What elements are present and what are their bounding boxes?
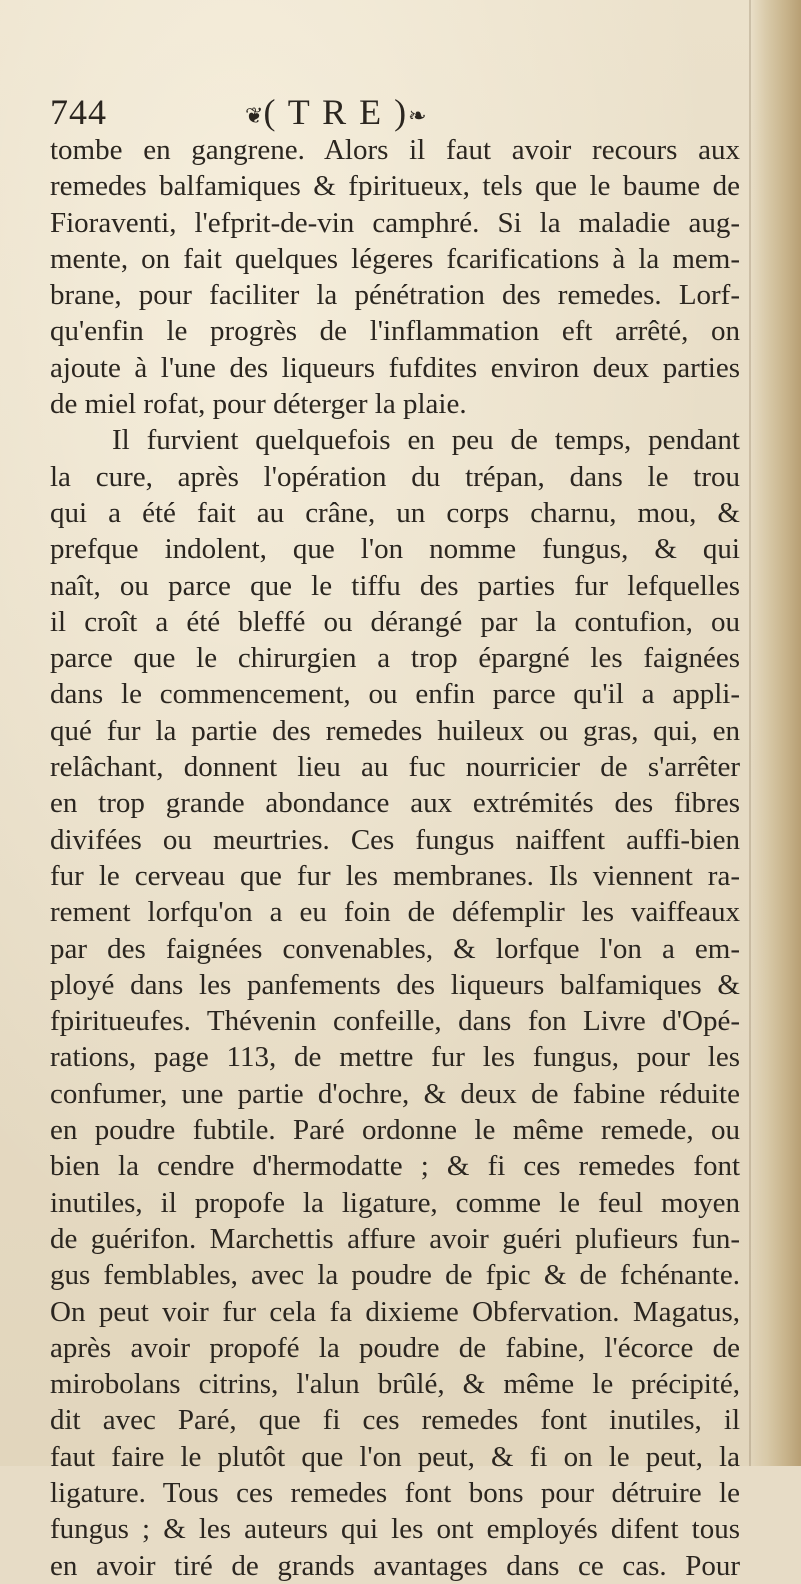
text-line: Fioraventi, l'efprit-de-vin camphré. Si la maladie aug-: [50, 206, 740, 239]
text-line: parce que le chirurgien a trop épargné les faignées: [50, 642, 740, 675]
running-head: [245, 90, 427, 138]
fleuron-left-icon: ❦: [245, 102, 264, 128]
text-line: qui a été fait au crâne, un corps charnu, mou, &: [50, 496, 740, 529]
text-line: faut faire le plutôt que l'on peut, & fi on le peut, la: [50, 1440, 740, 1473]
text-line: la cure, après l'opération du trépan, dans le trou: [50, 460, 740, 493]
text-line: naît, ou parce que le tiffu des parties fur lefquelles: [50, 569, 740, 602]
text-line: prefque indolent, que l'on nomme fungus, & qui: [50, 533, 740, 566]
fleuron-right-icon: ❧: [408, 102, 427, 128]
body-text: [50, 132, 740, 1584]
text-line: tombe en gangrene. Alors il faut avoir recours aux: [50, 134, 740, 166]
text-line: fur le cerveau que fur les membranes. Ils viennent ra-: [50, 859, 740, 892]
text-line: ployé dans les panfements des liqueurs balfamiques &: [50, 968, 740, 1001]
text-line: inutiles, il propofe la ligature, comme le feul moyen: [50, 1186, 740, 1219]
gutter-edge: [749, 0, 751, 1466]
text-line: de guérifon. Marchettis affure avoir guéri plufieurs fun-: [50, 1222, 740, 1255]
page-number: 744: [50, 92, 107, 132]
text-line: mente, on fait quelques légeres fcarifications à la mem-: [50, 242, 740, 275]
text-line: de miel rofat, pour déterger la plaie.: [50, 388, 467, 421]
text-line: en avoir tiré de grands avantages dans ce cas. Pour: [50, 1549, 740, 1582]
text-line: dit avec Paré, que fi ces remedes font inutiles, il: [50, 1404, 740, 1437]
text-line: après avoir propofé la poudre de fabine, l'écorce de: [50, 1331, 740, 1364]
text-line: dans le commencement, ou enfin parce qu'il a appli-: [50, 678, 740, 711]
text-line: divifées ou meurtries. Ces fungus naiffent auffi-bien: [50, 823, 740, 856]
text-line: en trop grande abondance aux extrémités des fibres: [50, 787, 740, 820]
text-line: qué fur la partie des remedes huileux ou gras, qui, en: [50, 714, 740, 747]
text-line: ligature. Tous ces remedes font bons pour détruire le: [50, 1476, 740, 1509]
text-line: On peut voir fur cela fa dixieme Obfervation. Magatus,: [50, 1295, 740, 1328]
text-line: en poudre fubtile. Paré ordonne le même remede, ou: [50, 1114, 740, 1147]
text-line: par des faignées convenables, & lorfque l'on a em-: [50, 932, 740, 965]
text-line: rement lorfqu'on a eu foin de défemplir les vaiffeaux: [50, 896, 740, 929]
text-line: rations, page 113, de mettre fur les fungus, pour les: [50, 1041, 740, 1074]
text-line: fpiritueufes. Thévenin confeille, dans fon Livre d'Opé-: [50, 1005, 740, 1038]
text-line: fungus ; & les auteurs qui les ont employés difent tous: [50, 1513, 740, 1546]
text-line: remedes balfamiques & fpiritueux, tels que le baume de: [50, 170, 740, 203]
text-line: qu'enfin le progrès de l'inflammation eft arrêté, on: [50, 315, 740, 348]
text-line: mirobolans citrins, l'alun brûlé, & même le précipité,: [50, 1368, 740, 1401]
text-line: bien la cendre d'hermodatte ; & fi ces remedes font: [50, 1150, 740, 1183]
page-header: [50, 90, 740, 134]
text-line: confumer, une partie d'ochre, & deux de fabine réduite: [50, 1077, 740, 1110]
text-line: Il furvient quelquefois en peu de temps, pendant: [112, 424, 740, 457]
text-line: brane, pour faciliter la pénétration des remedes. Lorf-: [50, 279, 740, 312]
text-line: ajoute à l'une des liqueurs fufdites environ deux parties: [50, 351, 740, 384]
text-line: gus femblables, avec la poudre de fpic & de fchénante.: [50, 1259, 740, 1292]
running-head-text: ( T R E ): [263, 92, 409, 132]
text-line: relâchant, donnent lieu au fuc nourricier de s'arrêter: [50, 751, 740, 784]
page-gutter: [749, 0, 801, 1466]
text-line: il croît a été bleffé ou dérangé par la contufion, ou: [50, 605, 740, 638]
